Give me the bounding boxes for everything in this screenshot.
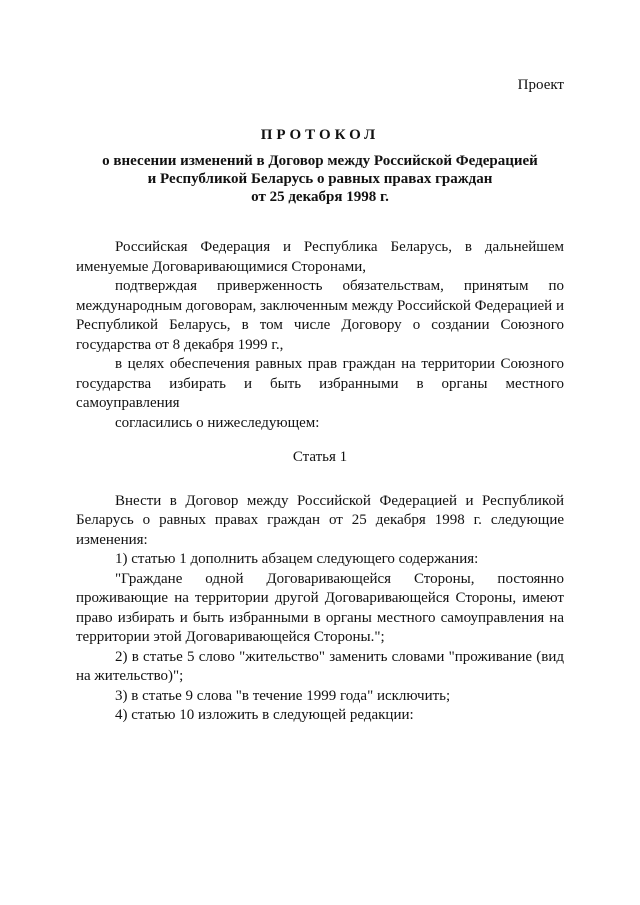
draft-status-label: Проект xyxy=(517,77,564,93)
preamble-parties: Российская Федерация и Республика Беларусь, в дальнейшем именуемые Договаривающимися Сторонами, xyxy=(76,239,564,275)
preamble-commitments: подтверждая приверженность обязательствам, принятым по международным договорам, заключенным между Российской Федерацией и Республикой Беларусь, в том числе Договору о создании Союзного государства от 8 декабря 1999 г., xyxy=(76,278,564,353)
amendment-item-1: 1) статью 1 дополнить абзацем следующего содержания: xyxy=(115,551,479,567)
amendment-item-3: 3) в статье 9 слова "в течение 1999 года" исключить; xyxy=(115,687,451,704)
article-1-heading: Статья 1 xyxy=(292,449,348,465)
amendment-quote: "Граждане одной Договаривающейся Стороны, постоянно проживающие на территории другой Договаривающейся Стороны, имеют право избирать и быть избранными в органы местного самоуправления на территории этой Договаривающейся Стороны."; xyxy=(76,570,564,645)
subtitle-line: о внесении изменений в Договор между Российской Федерацией xyxy=(102,153,538,169)
article-1-intro: Внести в Договор между Российской Федерацией и Республикой Беларусь о равных правах граждан от 25 декабря 1998 г. следующие изменения: xyxy=(76,492,564,548)
preamble-agreement: согласились о нижеследующем: xyxy=(115,414,320,431)
amendment-item-4: 4) статью 10 изложить в следующей редакции: xyxy=(115,707,414,723)
preamble-purpose: в целях обеспечения равных прав граждан на территории Союзного государства избирать и быть избранными в органы местного самоуправления xyxy=(76,356,564,411)
document-title: ПРОТОКОЛ xyxy=(260,127,380,143)
document-body xyxy=(76,238,564,726)
subtitle-line: и Республикой Беларусь о равных правах граждан xyxy=(147,171,493,187)
subtitle-line: от 25 декабря 1998 г. xyxy=(251,189,389,205)
amendment-item-2: 2) в статье 5 слово "жительство" заменить словами "проживание (вид на жительство)"; xyxy=(76,648,564,684)
document-subtitle xyxy=(76,152,564,206)
